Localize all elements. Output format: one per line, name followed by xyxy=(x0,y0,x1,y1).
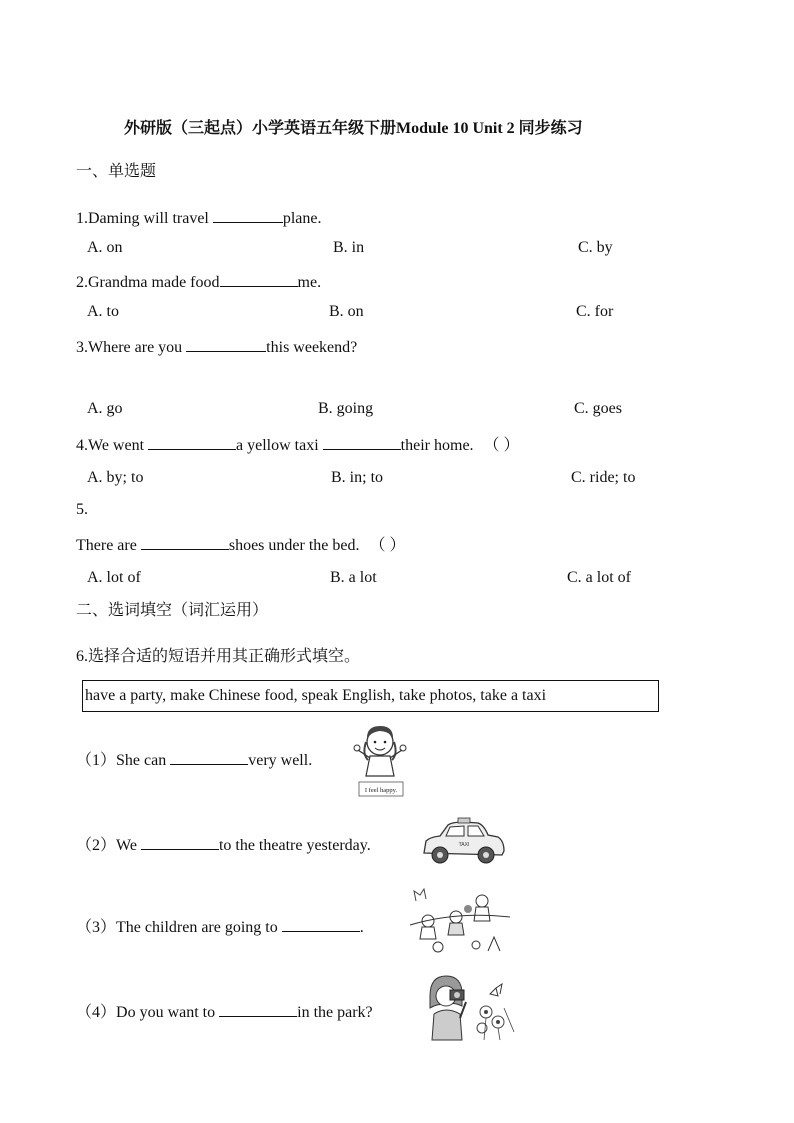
answer-blank[interactable] xyxy=(141,833,219,850)
answer-parentheses[interactable]: （ ） xyxy=(369,537,406,554)
item-number: （3） xyxy=(76,919,117,936)
page-title: 外研版（三起点）小学英语五年级下册Module 10 Unit 2 同步练习 xyxy=(124,120,583,137)
option-b[interactable]: B. a lot xyxy=(330,569,377,586)
question-number: 1. xyxy=(76,210,88,227)
answer-blank[interactable] xyxy=(170,748,248,765)
option-a[interactable]: A. on xyxy=(87,239,123,256)
answer-blank[interactable] xyxy=(148,433,236,450)
question-2 xyxy=(76,270,321,293)
item-text: very well. xyxy=(248,752,313,769)
answer-blank[interactable] xyxy=(220,270,298,287)
children-party-picture xyxy=(406,887,512,957)
answer-blank[interactable] xyxy=(282,915,360,932)
answer-blank[interactable] xyxy=(219,1000,297,1017)
question-text: Grandma made food xyxy=(88,274,220,291)
option-a[interactable]: A. lot of xyxy=(87,569,141,586)
option-c[interactable]: C. a lot of xyxy=(567,569,631,586)
woman-taking-photos-picture xyxy=(424,972,520,1042)
question-text: plane. xyxy=(282,210,322,227)
question-1 xyxy=(76,206,322,229)
item-number: （2） xyxy=(76,837,117,854)
question-5-number: 5. xyxy=(76,501,88,518)
fill-item-3 xyxy=(76,915,364,938)
answer-blank[interactable] xyxy=(186,335,266,352)
question-text: a yellow taxi xyxy=(236,437,323,454)
girl-happy-picture xyxy=(352,720,408,800)
fill-item-1 xyxy=(76,748,312,771)
answer-blank[interactable] xyxy=(141,533,229,550)
phrase-box: have a party, make Chinese food, speak English, take photos, take a taxi xyxy=(82,680,659,712)
option-b[interactable]: B. in xyxy=(333,239,365,256)
question-text: this weekend? xyxy=(266,339,358,356)
item-text: in the park? xyxy=(297,1004,373,1021)
fill-item-4 xyxy=(76,1000,373,1023)
item-text: Do you want to xyxy=(116,1004,220,1021)
taxi-sign: TAXI xyxy=(458,842,470,848)
item-text: to the theatre yesterday. xyxy=(218,837,371,854)
item-number: （1） xyxy=(76,752,117,769)
answer-blank[interactable] xyxy=(323,433,401,450)
option-b[interactable]: B. going xyxy=(318,400,374,417)
option-a[interactable]: A. by; to xyxy=(87,469,144,486)
question-text: Daming will travel xyxy=(88,210,213,227)
question-number: 4. xyxy=(76,437,88,454)
option-c[interactable]: C. for xyxy=(576,303,614,320)
question-4 xyxy=(76,433,520,456)
question-text: Where are you xyxy=(88,339,187,356)
option-a[interactable]: A. to xyxy=(87,303,119,320)
section-heading-single-choice: 一、单选题 xyxy=(76,163,157,180)
question-text: There are xyxy=(76,537,141,554)
option-b[interactable]: B. on xyxy=(329,303,364,320)
question-text: their home. xyxy=(400,437,474,454)
answer-parentheses[interactable]: （ ） xyxy=(483,437,520,454)
instruction-6: 6.选择合适的短语并用其正确形式填空。 xyxy=(76,648,361,665)
answer-blank[interactable] xyxy=(213,206,283,223)
question-5 xyxy=(76,533,406,556)
section-heading-fill-in: 二、选词填空（词汇运用） xyxy=(76,602,269,619)
item-number: （4） xyxy=(76,1004,117,1021)
item-text: We xyxy=(116,837,141,854)
option-b[interactable]: B. in; to xyxy=(331,469,384,486)
item-text: The children are going to xyxy=(116,919,282,936)
picture-caption: I feel happy. xyxy=(364,787,398,794)
option-c[interactable]: C. ride; to xyxy=(571,469,636,486)
option-a[interactable]: A. go xyxy=(87,400,123,417)
question-number: 2. xyxy=(76,274,88,291)
question-text: We went xyxy=(88,437,149,454)
taxi-picture xyxy=(420,817,506,869)
fill-item-2 xyxy=(76,833,371,856)
question-3 xyxy=(76,335,357,358)
option-c[interactable]: C. goes xyxy=(574,400,622,417)
question-number: 3. xyxy=(76,339,88,356)
question-text: me. xyxy=(297,274,322,291)
option-c[interactable]: C. by xyxy=(578,239,613,256)
item-text: She can xyxy=(116,752,171,769)
question-text: shoes under the bed. xyxy=(228,537,360,554)
item-text: . xyxy=(359,919,364,936)
